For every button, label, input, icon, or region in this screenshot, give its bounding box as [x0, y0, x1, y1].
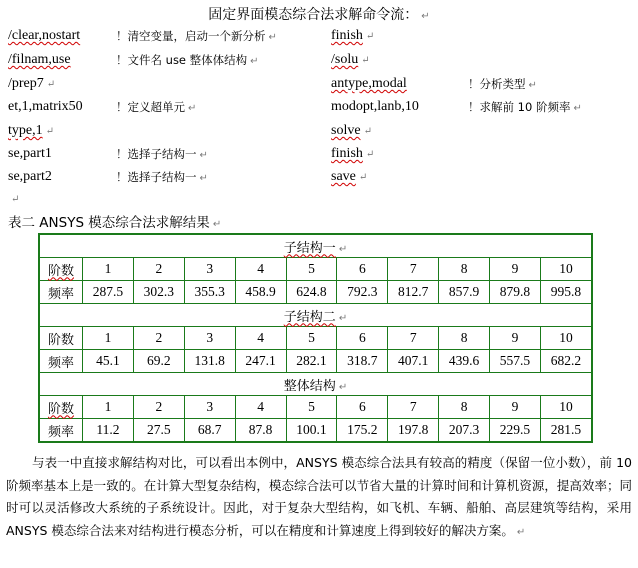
- command-text: antype,modal: [331, 76, 407, 91]
- command-line: [331, 98, 582, 116]
- group-header-row: [39, 304, 592, 327]
- order-cell: 5: [286, 327, 337, 350]
- freq-cell: 207.3: [439, 419, 490, 443]
- order-cell: 5: [286, 396, 337, 419]
- command-text: et,1,matrix50: [8, 99, 83, 114]
- freq-row: [39, 419, 592, 443]
- return-mark-icon: ↵: [45, 126, 54, 137]
- freq-cell: 879.8: [490, 281, 541, 304]
- freq-cell: 175.2: [337, 419, 388, 443]
- command-comment: ！定义超单元 ↵: [116, 100, 197, 114]
- freq-cell: 69.2: [133, 350, 184, 373]
- order-cell: 9: [490, 396, 541, 419]
- order-cell: 8: [439, 396, 490, 419]
- freq-cell: 407.1: [388, 350, 439, 373]
- freq-cell: 458.9: [235, 281, 286, 304]
- freq-cell: 557.5: [490, 350, 541, 373]
- freq-cell: 792.3: [337, 281, 388, 304]
- order-cell: 9: [490, 258, 541, 281]
- section-title: [0, 4, 638, 24]
- command-text: se,part1: [8, 146, 52, 161]
- section-title-text: 固定界面模态综合法求解命令流：: [208, 7, 419, 23]
- return-mark-icon: ↵: [361, 55, 370, 66]
- freq-row: [39, 281, 592, 304]
- command-text: save: [331, 169, 356, 184]
- order-cell: 8: [439, 327, 490, 350]
- order-cell: 6: [337, 258, 388, 281]
- freq-cell: 68.7: [184, 419, 235, 443]
- order-row: [39, 396, 592, 419]
- order-cell: 10: [540, 327, 592, 350]
- order-cell: 5: [286, 258, 337, 281]
- freq-cell: 624.8: [286, 281, 337, 304]
- command-text: solve: [331, 123, 361, 138]
- group-name: 整体结构 ↵: [39, 373, 592, 396]
- order-cell: 3: [184, 327, 235, 350]
- command-line: [331, 145, 374, 163]
- command-text: /filnam,use: [8, 52, 71, 67]
- freq-cell: 247.1: [235, 350, 286, 373]
- group-name: 子结构二 ↵: [39, 304, 592, 327]
- command-line: [8, 122, 54, 140]
- command-line: [8, 51, 259, 69]
- command-comment: ！选择子结构一 ↵: [116, 147, 208, 161]
- command-comment: ！求解前 10 阶频率 ↵: [468, 100, 582, 114]
- row-label: 频率: [39, 419, 83, 443]
- order-cell: 1: [83, 258, 134, 281]
- group-header-row: [39, 373, 592, 396]
- order-cell: 10: [540, 258, 592, 281]
- command-comment: ！文件名 use 整体体结构 ↵: [116, 53, 259, 67]
- return-mark-icon: ↵: [421, 11, 430, 22]
- order-cell: 1: [83, 396, 134, 419]
- freq-cell: 995.8: [540, 281, 592, 304]
- order-cell: 3: [184, 258, 235, 281]
- command-text: finish: [331, 146, 363, 161]
- command-text: finish: [331, 28, 363, 43]
- command-text: /solu: [331, 52, 359, 67]
- order-cell: 2: [133, 327, 184, 350]
- group-header-row: [39, 234, 592, 258]
- freq-cell: 302.3: [133, 281, 184, 304]
- freq-cell: 682.2: [540, 350, 592, 373]
- command-comment: ！分析类型 ↵: [468, 77, 537, 91]
- command-line: [8, 168, 208, 186]
- freq-cell: 281.5: [540, 419, 592, 443]
- freq-cell: 857.9: [439, 281, 490, 304]
- order-cell: 2: [133, 396, 184, 419]
- return-mark-icon: ↵: [363, 126, 372, 137]
- blank-line: [8, 190, 19, 208]
- command-text: modopt,lanb,10: [331, 99, 419, 114]
- order-cell: 4: [235, 258, 286, 281]
- order-cell: 7: [388, 396, 439, 419]
- freq-cell: 27.5: [133, 419, 184, 443]
- command-line: [8, 145, 208, 163]
- freq-row: [39, 350, 592, 373]
- order-cell: 4: [235, 396, 286, 419]
- return-mark-icon: ↵: [46, 79, 56, 90]
- freq-cell: 45.1: [83, 350, 134, 373]
- return-mark-icon: ↵: [11, 194, 20, 205]
- table-caption: 表二 ANSYS 模态综合法求解结果 ↵: [8, 215, 222, 231]
- order-cell: 4: [235, 327, 286, 350]
- command-line: [331, 75, 537, 93]
- row-label: 阶数: [39, 327, 83, 350]
- freq-cell: 282.1: [286, 350, 337, 373]
- order-cell: 1: [83, 327, 134, 350]
- freq-cell: 131.8: [184, 350, 235, 373]
- command-comment: ！选择子结构一 ↵: [116, 170, 208, 184]
- command-line: [331, 122, 372, 140]
- freq-cell: 439.6: [439, 350, 490, 373]
- order-cell: 10: [540, 396, 592, 419]
- freq-cell: 87.8: [235, 419, 286, 443]
- order-cell: 6: [337, 327, 388, 350]
- order-cell: 6: [337, 396, 388, 419]
- command-line: [8, 27, 277, 45]
- command-text: type,1: [8, 123, 43, 138]
- order-cell: 9: [490, 327, 541, 350]
- row-label: 阶数: [39, 396, 83, 419]
- command-text: /prep7: [8, 76, 44, 91]
- freq-cell: 287.5: [83, 281, 134, 304]
- row-label: 阶数: [39, 258, 83, 281]
- freq-cell: 812.7: [388, 281, 439, 304]
- results-table: [38, 233, 593, 443]
- order-cell: 3: [184, 396, 235, 419]
- command-text: /clear,nostart: [8, 28, 81, 43]
- command-line: [8, 98, 197, 116]
- order-cell: 8: [439, 258, 490, 281]
- command-line: [8, 75, 55, 93]
- order-cell: 7: [388, 327, 439, 350]
- freq-cell: 11.2: [83, 419, 134, 443]
- order-row: [39, 258, 592, 281]
- row-label: 频率: [39, 350, 83, 373]
- command-line: [331, 27, 374, 45]
- freq-cell: 197.8: [388, 419, 439, 443]
- order-cell: 7: [388, 258, 439, 281]
- body-paragraph: 与表一中直接求解结构对比，可以看出本例中，ANSYS 模态综合法具有较高的精度（保留一位小数），前 10 阶频率基本上是一致的。在计算大型复杂结构，模态综合法可以节省大量的计算时间和计算机资源，提高效率；同时可以灵活修改大系统的子系统设计。因此，对于复杂大型结构，如飞机、车辆、船舶、高层建筑等结构，采用 ANSYS 模态综合法来对结构进行模态分析，可以在精度和计算速度上得到较好的解决方案。 ↵: [6, 455, 632, 538]
- return-mark-icon: ↵: [365, 31, 375, 42]
- command-comment: ！清空变量，启动一个新分析 ↵: [116, 29, 277, 43]
- order-cell: 2: [133, 258, 184, 281]
- freq-cell: 355.3: [184, 281, 235, 304]
- row-label: 频率: [39, 281, 83, 304]
- group-name: 子结构一 ↵: [39, 234, 592, 258]
- freq-cell: 318.7: [337, 350, 388, 373]
- command-line: [331, 168, 367, 186]
- return-mark-icon: ↵: [365, 149, 375, 160]
- order-row: [39, 327, 592, 350]
- command-line: [331, 51, 370, 69]
- command-text: se,part2: [8, 169, 52, 184]
- return-mark-icon: ↵: [358, 172, 368, 183]
- freq-cell: 100.1: [286, 419, 337, 443]
- freq-cell: 229.5: [490, 419, 541, 443]
